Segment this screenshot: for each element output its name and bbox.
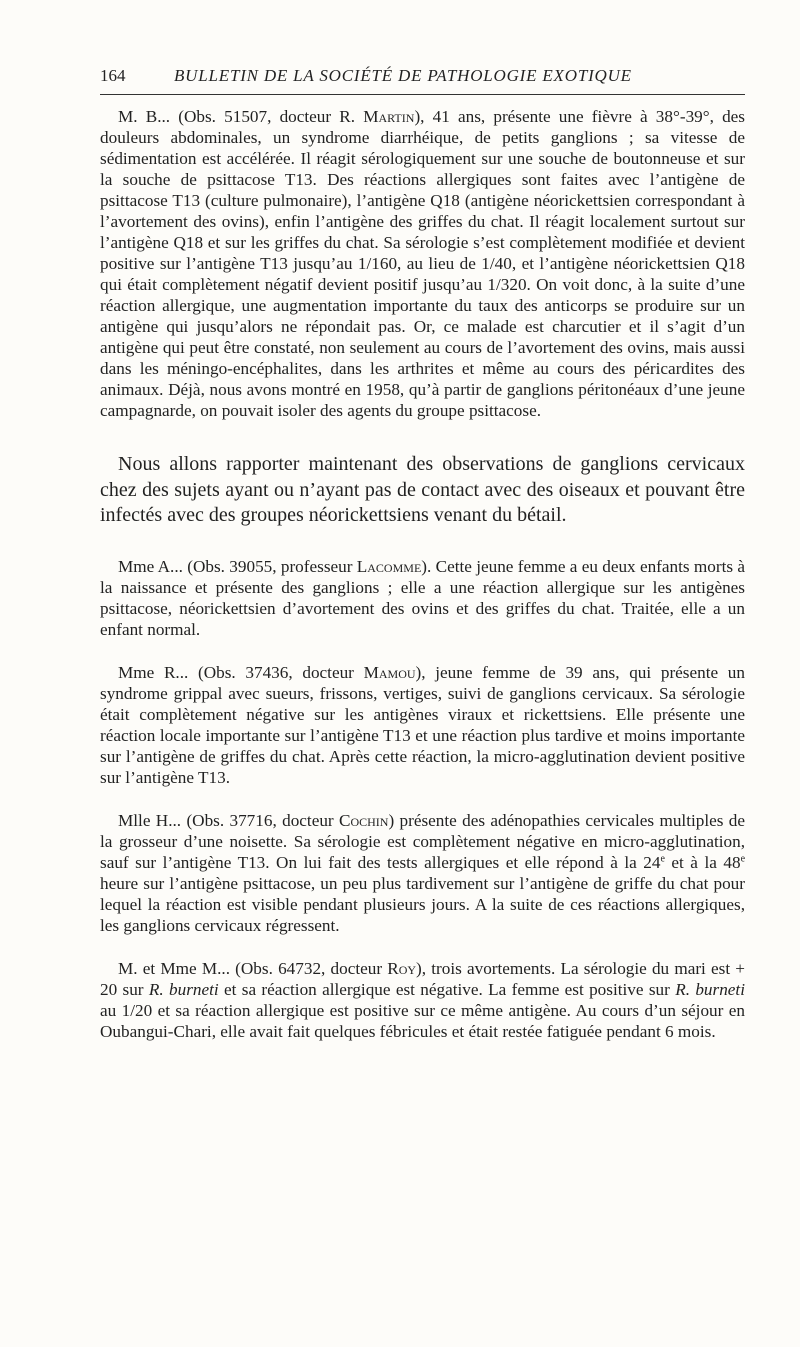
article-body (100, 106, 745, 1042)
superscript: e (740, 852, 746, 864)
paragraph-text: M. et Mme M... (Obs. 64732, docteur (118, 958, 388, 978)
paragraph-text: et à la 48 (664, 852, 741, 872)
page-header (100, 64, 745, 95)
paragraph-intro-cervical: Nous allons rapporter maintenant des observations de ganglions cervicaux chez des sujets ayant ou n’ayant pas de contact avec des oiseaux et pouvant être infectés avec des groupes néorickettsiens venant du bétail. (100, 453, 745, 526)
author-name: Martin (363, 107, 415, 126)
author-name: Lacomme (356, 556, 422, 576)
paragraph-obs-39055 (100, 556, 745, 640)
paragraph-obs-37716 (100, 810, 745, 936)
paragraph-obs-64732 (100, 958, 745, 1042)
paragraph-text: Mlle H... (Obs. 37716, docteur (118, 810, 339, 830)
paragraph-text: M. B... (Obs. 51507, docteur R. (118, 107, 364, 126)
author-name: Mamou (363, 662, 416, 682)
paragraph-text: ). Cette jeune femme a eu deux enfants morts à la naissance et présente des ganglions ; elle a une réaction allergique sur les antigènes psittacose, néorickettsien d’avortement des ovins et des griffes du chat. Traitée, elle a un enfant normal. (100, 556, 745, 639)
paragraph-text: ), jeune femme de 39 ans, qui présente un syndrome grippal avec sueurs, frissons, vertiges, suivi de ganglions cervicaux. Sa sérologie était complètement négative sur les antigènes viraux et rickettsiens. Elle présente une réaction locale importante sur l’antigène T13 et une réaction plus tardive et moins importante sur l’antigène de griffes du chat. Après cette réaction, la micro-agglutination devient positive sur l’antigène T13. (100, 662, 745, 787)
paragraph-text: Mme R... (Obs. 37436, docteur (118, 662, 364, 682)
paragraph-text: heure sur l’antigène psittacose, un peu plus tardivement sur l’antigène de griffe du chat pour lequel la réaction est visible pendant plusieurs jours. A la suite de ces réactions allergiques, les ganglions cervicaux régressent. (100, 873, 745, 935)
paragraph-text: Mme A... (Obs. 39055, professeur (118, 556, 357, 576)
paragraph-text: au 1/20 et sa réaction allergique est positive sur ce même antigène. Au cours d’un séjour en Oubangui-Chari, elle avait fait quelques fébricules et était restée fatiguée pendant 6 mois. (100, 1000, 745, 1041)
paragraph-text: et sa réaction allergique est négative. La femme est positive sur (218, 979, 676, 999)
author-name: Cochin (338, 810, 389, 830)
paragraph-obs-51507 (100, 106, 745, 421)
running-head: BULLETIN DE LA SOCIÉTÉ DE PATHOLOGIE EXOTIQUE (174, 66, 632, 85)
paragraph-text: ) présente des adénopathies cervicales multiples de la grosseur d’une noisette. Sa sérologie est complètement négative en micro-agglutination, sauf sur l’antigène T13. On lui fait des tests allergiques et elle répond à la 24 (100, 810, 745, 872)
paragraph-obs-37436 (100, 662, 745, 788)
species-name: R. burneti (675, 979, 745, 999)
superscript: e (660, 852, 665, 864)
paragraph-text: ), trois avortements. La sérologie du mari est + 20 sur (100, 958, 745, 999)
species-name: R. burneti (148, 979, 219, 999)
paragraph-text: ), 41 ans, présente une fièvre à 38°-39°, des douleurs abdominales, un syndrome diarrhéique, de petits ganglions ; sa vitesse de sédimentation est accélérée. Il réagit sérologiquement sur une souche de boutonneuse et sur la souche de psittacose T13. Des réactions allergiques sont faites avec l’antigène de psittacose T13 (culture pulmonaire), l’antigène Q18 (antigène néorickettsien correspondant à l’avortement des ovins), enfin l’antigène des griffes du chat. Il réagit localement surtout sur l’antigène Q18 et sur les griffes du chat. Sa sérologie s’est complètement modifiée et devient positive sur l’antigène T13 jusqu’au 1/160, au lieu de 1/40, et l’antigène néorickettsien Q18 qui était complètement négatif devient positif jusqu’au 1/320. On voit donc, à la suite d’une réaction allergique, une augmentation importante du taux des anticorps se produire sur un antigène qui jusqu’alors ne répondait pas. Or, ce malade est charcutier et il s’agit d’un antigène qui peut être constaté, non seulement au cours de l’avortement des ovins, mais aussi dans les méningo-encéphalites, dans les arthrites et même au cours des péricardites des animaux. Déjà, nous avons montré en 1958, qu’à partir de ganglions péritonéaux d’une jeune campagnarde, on pouvait isoler des agents du groupe psittacose. (100, 107, 745, 420)
author-name: Roy (387, 958, 417, 978)
page-number: 164 (100, 66, 126, 85)
